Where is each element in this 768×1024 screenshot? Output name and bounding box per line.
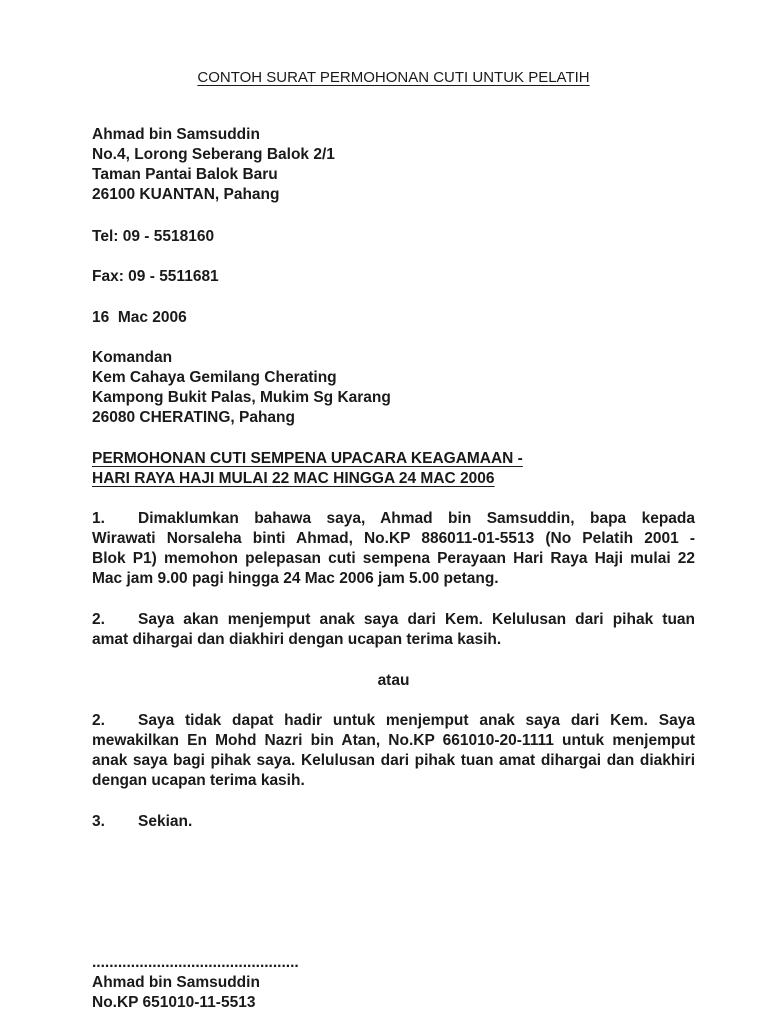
paragraph-1-line-4: Mac jam 9.00 pagi hingga 24 Mac 2006 jam 5.00 petang. [92,570,499,587]
paragraph-2-line-1: Saya akan menjemput anak saya dari Kem. Kelulusan dari pihak tuan [138,611,695,628]
letter-subject [92,449,695,489]
paragraph-3-line [92,812,695,832]
letter-page [92,0,695,1024]
paragraph-1 [92,509,695,589]
paragraph-2-first-line [92,610,695,630]
paragraph-2-alt-line-3: anak saya bagi pihak saya. Kelulusan dari pihak tuan amat dihargai dan diakhiri [92,752,695,769]
sender-address-line-1: No.4, Lorong Seberang Balok 2/1 [92,146,335,163]
sender-tel: Tel: 09 - 5518160 [92,228,215,245]
paragraph-2-number: 2. [92,611,105,628]
paragraph-2-alt-line-2: mewakilkan En Mohd Nazri bin Atan, No.KP 661010-20-1111 untuk menjemput [92,732,695,749]
recipient-address [92,348,695,428]
recipient-title: Komandan [92,349,173,366]
paragraph-1-first-line [92,509,695,529]
recipient-line-1: Kem Cahaya Gemilang Cherating [92,369,337,386]
sender-address-line-2: Taman Pantai Balok Baru [92,166,278,183]
paragraph-3-text: Sekian. [138,813,193,830]
sender-name: Ahmad bin Samsuddin [92,126,260,143]
document-title: CONTOH SURAT PERMOHONAN CUTI UNTUK PELATIH [197,69,590,86]
subject-line-2: HARI RAYA HAJI MULAI 22 MAC HINGGA 24 MAC 2006 [92,470,495,487]
sender-address-line-3: 26100 KUANTAN, Pahang [92,186,280,203]
recipient-line-3: 26080 CHERATING, Pahang [92,409,295,426]
paragraph-3 [92,812,695,832]
paragraph-2-line-2: amat dihargai dan diakhiri dengan ucapan terima kasih. [92,631,502,648]
signature-name: Ahmad bin Samsuddin [92,974,260,991]
paragraph-2-alt-line-4: dengan ucapan terima kasih. [92,772,305,789]
signature-block [92,953,695,1013]
letter-date: 16 Mac 2006 [92,309,187,326]
signature-ic-number: No.KP 651010-11-5513 [92,994,256,1011]
paragraph-1-line-2: Wirawati Norsaleha binti Ahmad, No.KP 886011-01-5513 (No Pelatih 2001 - [92,530,695,547]
subject-line-1: PERMOHONAN CUTI SEMPENA UPACARA KEAGAMAAN - [92,450,523,467]
alternative-separator: atau [377,672,410,689]
paragraph-2 [92,610,695,650]
signature-dotted-line: ................................................ [92,954,299,971]
paragraph-2-alt-first-line [92,711,695,731]
paragraph-1-line-1: Dimaklumkan bahawa saya, Ahmad bin Samsuddin, bapa kepada [138,510,695,527]
paragraph-1-line-3: Blok P1) memohon pelepasan cuti sempena Perayaan Hari Raya Haji mulai 22 [92,550,695,567]
paragraph-2-alternative [92,711,695,791]
recipient-line-2: Kampong Bukit Palas, Mukim Sg Karang [92,389,391,406]
paragraph-2-alt-number: 2. [92,712,105,729]
paragraph-2-alt-line-1: Saya tidak dapat hadir untuk menjemput anak saya dari Kem. Saya [138,712,695,729]
sender-address [92,125,695,205]
paragraph-3-number: 3. [92,813,105,830]
sender-fax: Fax: 09 - 5511681 [92,268,219,285]
paragraph-1-number: 1. [92,510,105,527]
